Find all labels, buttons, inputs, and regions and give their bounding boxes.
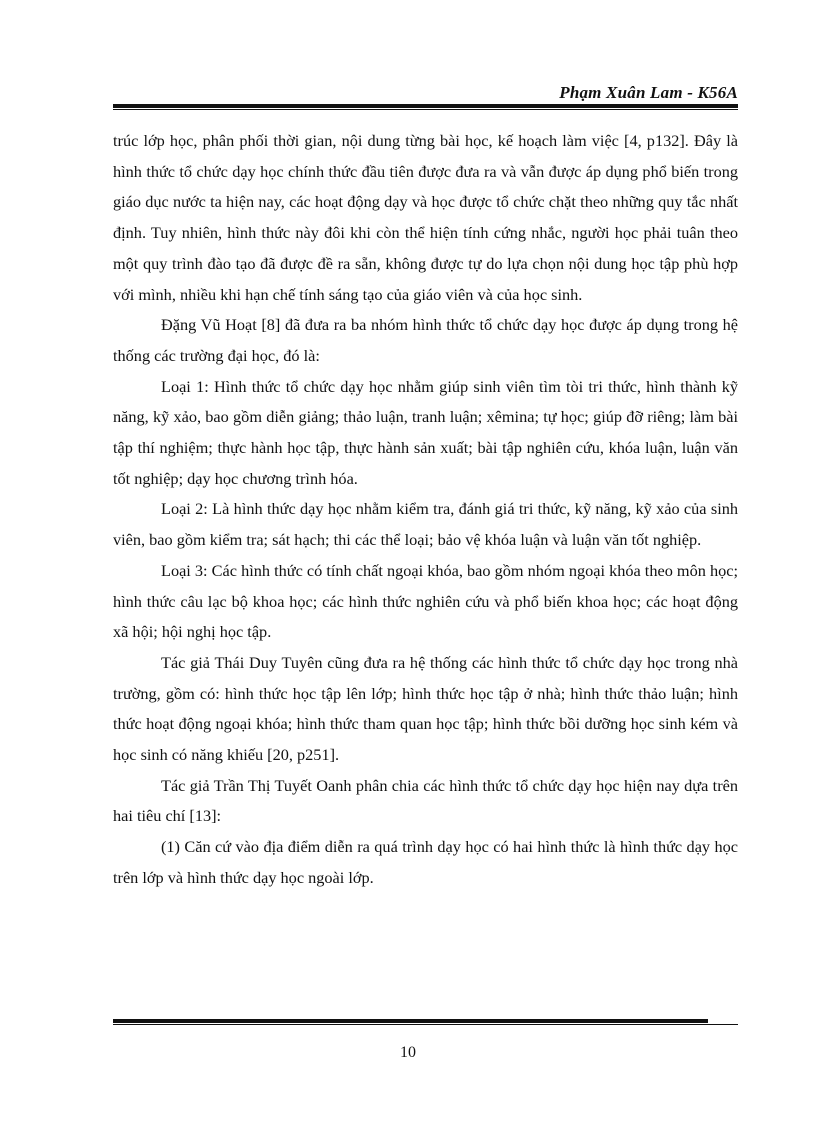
paragraph: (1) Căn cứ vào địa điểm diễn ra quá trình dạy học có hai hình thức là hình thức dạy học trên lớp và hình thức dạy học ngoài lớp. bbox=[113, 837, 738, 887]
header-rule-thin bbox=[113, 109, 738, 110]
paragraph: Tác giả Thái Duy Tuyên cũng đưa ra hệ thống các hình thức tổ chức dạy học trong nhà trường, gồm có: hình thức học tập lên lớp; hình thức học tập ở nhà; hình thức thảo luận; hình thức hoạt động ngoại khóa; hình thức tham quan học tập; hình thức bồi dưỡng học sinh kém và học sinh có năng khiếu [20, p251]. bbox=[113, 652, 738, 765]
header-rule bbox=[113, 104, 738, 108]
footer-rule bbox=[113, 1019, 708, 1023]
paragraph: Loại 2: Là hình thức dạy học nhằm kiểm tra, đánh giá tri thức, kỹ năng, kỹ xảo của sinh viên, bao gồm kiểm tra; sát hạch; thi các thể loại; bảo vệ khóa luận và luận văn tốt nghiệp. bbox=[113, 499, 738, 550]
page-number: 10 bbox=[400, 1044, 416, 1061]
paragraph: Đặng Vũ Hoạt [8] đã đưa ra ba nhóm hình thức tổ chức dạy học được áp dụng trong hệ thống các trường đại học, đó là: bbox=[113, 315, 738, 365]
header-author: Phạm Xuân Lam - K56A bbox=[559, 83, 738, 102]
paragraph: Loại 3: Các hình thức có tính chất ngoại khóa, bao gồm nhóm ngoại khóa theo môn học; hình thức câu lạc bộ khoa học; các hình thức nghiên cứu và phổ biến khoa học; các hoạt động xã hội; hội nghị học tập. bbox=[113, 560, 738, 642]
paragraph: Tác giả Trần Thị Tuyết Oanh phân chia các hình thức tổ chức dạy học hiện nay dựa trên hai tiêu chí [13]: bbox=[113, 775, 738, 826]
footer-rule-thin bbox=[113, 1024, 738, 1025]
body-text bbox=[113, 126, 738, 894]
paragraph: trúc lớp học, phân phối thời gian, nội dung từng bài học, kế hoạch làm việc [4, p132]. Đây là hình thức tổ chức dạy học chính thức đầu tiên được đưa ra và vẫn được áp dụng phổ biến trong giáo dục nước ta hiện nay, các hoạt động dạy và học được tổ chức chặt theo những quy tắc nhất định. Tuy nhiên, hình thức này đôi khi còn thể hiện tính cứng nhắc, người học phải tuân theo một quy trình đào tạo đã được đề ra sẵn, không được tự do lựa chọn nội dung học tập phù hợp với mình, nhiều khi hạn chế tính sáng tạo của giáo viên và của học sinh. bbox=[113, 131, 738, 304]
paragraph: Loại 1: Hình thức tổ chức dạy học nhằm giúp sinh viên tìm tòi tri thức, hình thành kỹ năng, kỹ xảo, bao gồm diễn giảng; thảo luận, tranh luận; xêmina; tự học; giúp đỡ riêng; làm bài tập thí nghiệm; thực hành học tập, thực hành sản xuất; bài tập nghiên cứu, khóa luận, luận văn tốt nghiệp; dạy học chương trình hóa. bbox=[113, 376, 738, 488]
